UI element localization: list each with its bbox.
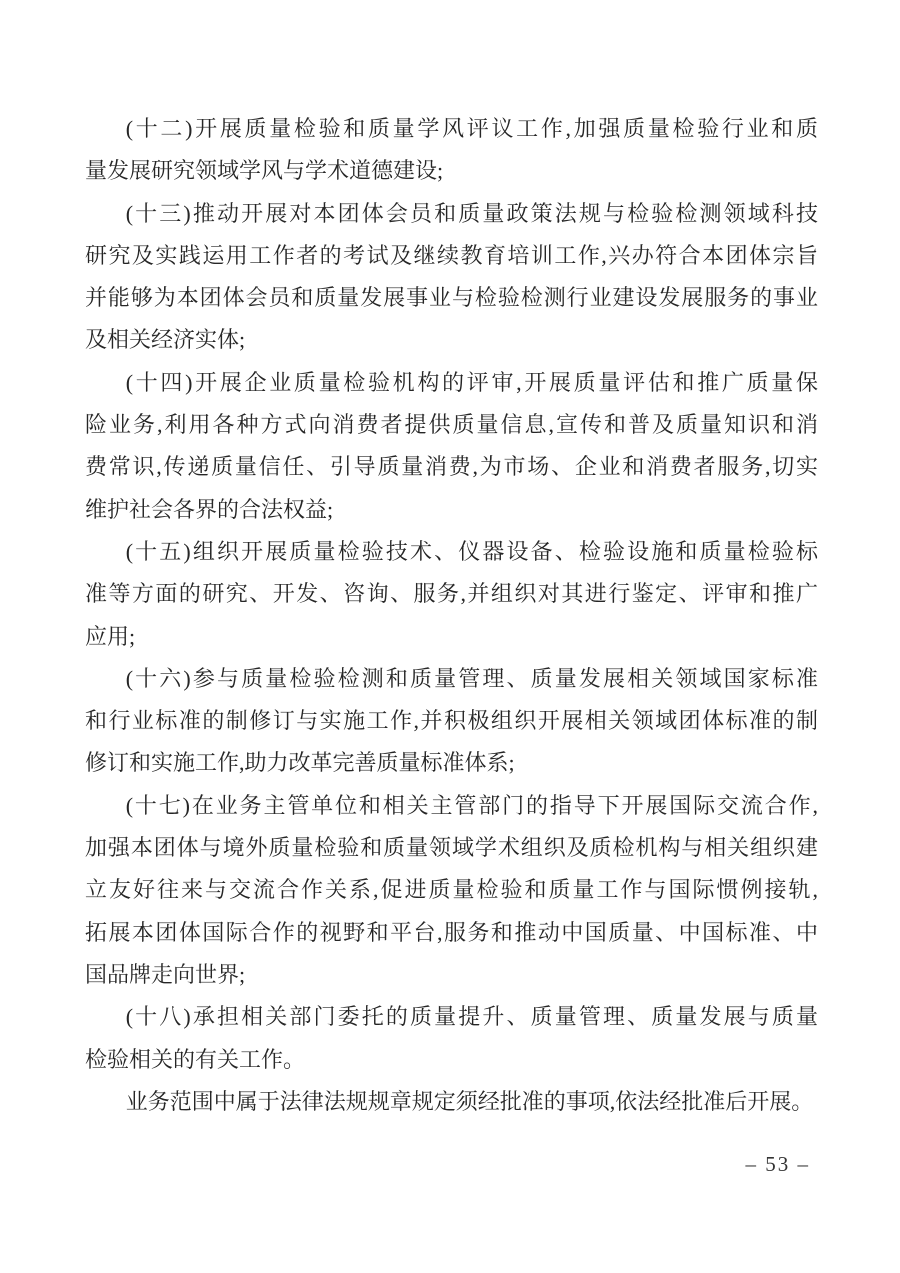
text-line: (十三)推动开展对本团体会员和质量政策法规与检验检测领域科技: [125, 200, 818, 226]
text-line: 和行业标准的制修订与实施工作,并积极组织开展相关领域团体标准的制: [85, 708, 818, 734]
text-line: (十五)组织开展质量检验技术、仪器设备、检验设施和质量检验标: [125, 538, 818, 564]
text-line: (十八)承担相关部门委托的质量提升、质量管理、质量发展与质量: [125, 1004, 818, 1030]
paragraph: [85, 531, 818, 658]
text-line: 研究及实践运用工作者的考试及继续教育培训工作,兴办符合本团体宗旨: [85, 242, 818, 268]
text-line: (十六)参与质量检验检测和质量管理、质量发展相关领域国家标准: [125, 665, 818, 691]
text-line: 并能够为本团体会员和质量发展事业与检验检测行业建设发展服务的事业: [85, 285, 818, 311]
text-line: 险业务,利用各种方式向消费者提供质量信息,宣传和普及质量知识和消: [85, 412, 818, 438]
text-line: 应用;: [85, 623, 136, 649]
body-text: [85, 108, 818, 1123]
text-line: 检验相关的有关工作。: [85, 1046, 306, 1072]
text-line: 立友好往来与交流合作关系,促进质量检验和质量工作与国际惯例接轨,: [85, 877, 818, 903]
text-line: 费常识,传递质量信任、引导质量消费,为市场、企业和消费者服务,切实: [85, 454, 818, 480]
paragraph: [85, 996, 818, 1081]
text-line: 加强本团体与境外质量检验和质量领域学术组织及质检机构与相关组织建: [85, 835, 818, 861]
text-line: 修订和实施工作,助力改革完善质量标准体系;: [85, 750, 515, 776]
text-line: 准等方面的研究、开发、咨询、服务,并组织对其进行鉴定、评审和推广: [85, 581, 818, 607]
paragraph: [85, 193, 818, 362]
paragraph: [85, 1081, 818, 1123]
text-line: 国品牌走向世界;: [85, 961, 246, 987]
paragraph: [85, 362, 818, 531]
text-line: (十四)开展企业质量检验机构的评审,开展质量评估和推广质量保: [125, 369, 818, 395]
text-line: (十七)在业务主管单位和相关主管部门的指导下开展国际交流合作,: [125, 792, 818, 818]
text-line: 拓展本团体国际合作的视野和平台,服务和推动中国质量、中国标准、中: [85, 919, 818, 945]
paragraph: [85, 785, 818, 996]
paragraph: [85, 658, 818, 785]
text-line: 维护社会各界的合法权益;: [85, 496, 334, 522]
text-line: 及相关经济实体;: [85, 327, 246, 353]
page-number: – 53 –: [745, 1152, 810, 1176]
paragraph: [85, 108, 818, 193]
text-line: 业务范围中属于法律法规规章规定须经批准的事项,依法经批准后开展。: [125, 1088, 814, 1114]
text-line: (十二)开展质量检验和质量学风评议工作,加强质量检验行业和质: [125, 116, 818, 141]
text-line: 量发展研究领域学风与学术道德建设;: [85, 158, 444, 184]
